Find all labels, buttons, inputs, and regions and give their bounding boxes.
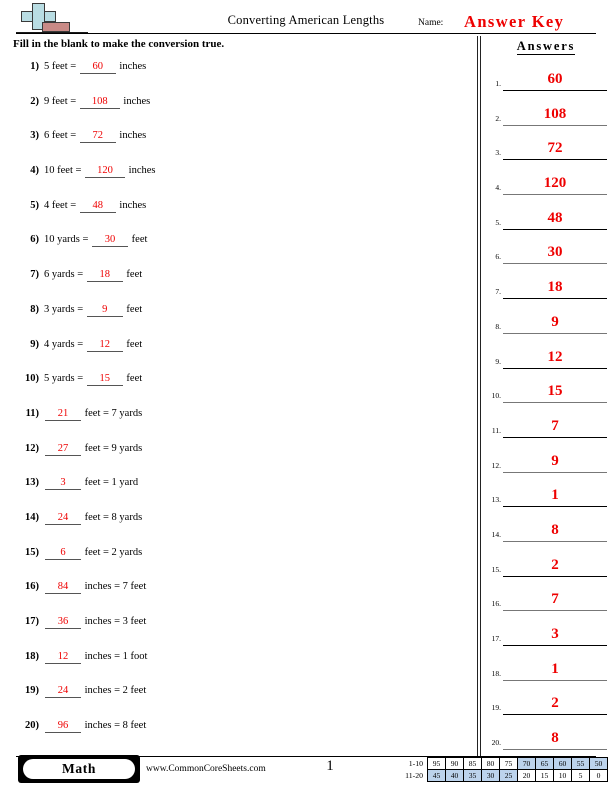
answer-blank[interactable]: 30 (92, 234, 128, 247)
answer-row (484, 306, 610, 341)
answer-blank[interactable]: 60 (80, 61, 116, 74)
answer-value[interactable]: 12 (503, 347, 607, 369)
problem-expression (44, 512, 142, 525)
answer-row (484, 98, 610, 133)
answer-value[interactable]: 60 (503, 69, 607, 91)
answer-row (484, 341, 610, 376)
problem-suffix: feet (123, 338, 143, 350)
answers-column-heading (484, 39, 608, 54)
problem-expression (44, 685, 146, 698)
answer-blank[interactable]: 96 (45, 720, 81, 733)
answer-blank[interactable]: 12 (87, 339, 123, 352)
problem-prefix: 4 yards = (44, 338, 86, 350)
answer-blank[interactable]: 120 (85, 165, 125, 178)
problem-item (0, 58, 470, 93)
score-grid-cell: 20 (518, 770, 536, 782)
answer-row (484, 549, 610, 584)
problem-number: 5) (30, 199, 39, 211)
problem-number: 6) (30, 234, 39, 246)
problem-item (0, 613, 470, 648)
score-grid-cell: 10 (554, 770, 572, 782)
problem-expression (44, 443, 142, 456)
answer-value[interactable]: 108 (503, 104, 607, 126)
answer-value[interactable]: 48 (503, 208, 607, 230)
answer-blank[interactable]: 12 (45, 651, 81, 664)
answer-row-number: 12. (491, 460, 501, 470)
score-grid-cell: 5 (572, 770, 590, 782)
score-grid-cell: 25 (500, 770, 518, 782)
answer-blank[interactable]: 84 (45, 581, 81, 594)
site-url: www.CommonCoreSheets.com (146, 764, 266, 774)
problem-number: 14) (25, 511, 39, 523)
problem-prefix: 5 yards = (44, 373, 86, 385)
answer-blank[interactable]: 36 (45, 616, 81, 629)
answer-blank[interactable]: 15 (87, 373, 123, 386)
answer-row-number: 18. (491, 668, 501, 678)
answer-row-number: 10. (491, 391, 501, 401)
score-grid-cell: 55 (572, 758, 590, 770)
score-grid-row-label: 11-20 (405, 771, 423, 780)
problem-expression (44, 165, 155, 178)
answer-value[interactable]: 2 (503, 693, 607, 715)
answer-value[interactable]: 2 (503, 555, 607, 577)
problem-expression (44, 96, 150, 109)
problem-prefix: 9 feet = (44, 95, 79, 107)
answers-list (484, 63, 610, 757)
problem-item (0, 405, 470, 440)
answer-blank[interactable]: 48 (80, 200, 116, 213)
problem-item (0, 162, 470, 197)
problem-expression (44, 269, 142, 282)
answer-value[interactable]: 120 (503, 173, 607, 195)
answer-blank[interactable]: 27 (45, 443, 81, 456)
answer-value[interactable]: 9 (503, 312, 607, 334)
problem-suffix: inches (116, 199, 147, 211)
problem-expression (44, 61, 146, 74)
problem-number: 8) (30, 303, 39, 315)
problem-expression (44, 339, 142, 352)
answer-blank[interactable]: 6 (45, 547, 81, 560)
problem-expression (44, 234, 147, 247)
subject-badge (18, 755, 140, 783)
answers-column-divider (477, 36, 481, 758)
problem-list (0, 58, 470, 752)
score-grid-cell: 45 (428, 770, 446, 782)
problem-number: 11) (25, 407, 39, 419)
answer-row (484, 63, 610, 98)
score-grid-cell: 70 (518, 758, 536, 770)
score-grid-cell: 40 (446, 770, 464, 782)
problem-number: 9) (30, 338, 39, 350)
problem-item (0, 544, 470, 579)
problem-item (0, 682, 470, 717)
answer-row-number: 17. (491, 634, 501, 643)
answer-key-badge: Answer Key (464, 12, 565, 31)
answer-row (484, 653, 610, 688)
score-grid-cell: 75 (500, 758, 518, 770)
problem-prefix: 4 feet = (44, 199, 79, 211)
problem-suffix: inches = 2 feet (82, 685, 147, 697)
answer-row (484, 722, 610, 757)
page-title: Converting American Lengths (227, 13, 385, 27)
problem-item (0, 127, 470, 162)
problem-number: 10) (25, 373, 39, 385)
score-grid-cell: 30 (482, 770, 500, 782)
answer-row (484, 410, 610, 445)
answer-row-number: 4. (495, 183, 501, 193)
problem-expression (44, 130, 146, 143)
problem-suffix: feet (123, 303, 143, 315)
problem-number: 19) (25, 685, 39, 697)
problem-suffix: feet = 2 yards (82, 546, 143, 558)
answer-value[interactable]: 8 (503, 728, 607, 750)
score-grid-cell: 80 (482, 758, 500, 770)
answer-row (484, 479, 610, 514)
answer-row (484, 132, 610, 167)
answer-row (484, 445, 610, 480)
problem-number: 3) (30, 130, 39, 142)
problem-item (0, 231, 470, 266)
answer-value[interactable]: 7 (503, 416, 607, 438)
problem-suffix: feet (123, 269, 143, 281)
problem-expression (44, 581, 146, 594)
problem-item (0, 648, 470, 683)
problem-number: 2) (30, 95, 39, 107)
header-divider-rule (16, 33, 596, 34)
answer-value[interactable]: 1 (503, 659, 607, 681)
problem-suffix: inches (116, 61, 147, 72)
score-grid-cell: 50 (590, 758, 608, 770)
score-grid-cell: 95 (428, 758, 446, 770)
answer-row-number: 9. (495, 356, 501, 366)
answer-blank[interactable]: 9 (87, 304, 123, 317)
page-number: 1 (326, 758, 334, 774)
answer-row (484, 167, 610, 202)
answer-value[interactable]: 8 (503, 520, 607, 542)
problem-number: 16) (25, 581, 39, 593)
answer-row-number: 2. (495, 113, 501, 123)
answer-row (484, 514, 610, 549)
problem-expression (44, 373, 142, 386)
problem-suffix: inches = 1 foot (82, 650, 148, 662)
answer-value[interactable]: 30 (503, 242, 607, 264)
instruction-text: Fill in the blank to make the conversion true. (13, 38, 225, 50)
problem-number: 4) (30, 165, 39, 177)
score-grid-row-label: 1-10 (408, 759, 423, 768)
answer-row (484, 687, 610, 722)
page-header (0, 0, 612, 36)
score-grid-row (397, 770, 608, 782)
problem-suffix: feet = 8 yards (82, 511, 143, 523)
problem-number: 13) (25, 477, 39, 489)
answer-row-number: 3. (495, 148, 501, 158)
score-grid-cell: 15 (536, 770, 554, 782)
answer-value[interactable]: 7 (503, 589, 607, 611)
problem-item (0, 197, 470, 232)
problem-number: 1) (30, 61, 39, 72)
score-grid-cell: 90 (446, 758, 464, 770)
answer-row (484, 271, 610, 306)
score-grid-cell: 35 (464, 770, 482, 782)
problem-number: 17) (25, 616, 39, 627)
problem-prefix: 5 feet = (44, 61, 79, 72)
problem-suffix: feet (123, 373, 143, 385)
problem-suffix: inches (120, 95, 151, 107)
answer-row-number: 7. (495, 287, 501, 297)
score-grid-row (397, 758, 608, 770)
answer-row (484, 202, 610, 237)
problem-prefix: 10 feet = (44, 165, 85, 177)
problem-prefix: 6 feet = (44, 130, 79, 142)
answer-blank[interactable]: 72 (80, 130, 116, 143)
answer-row (484, 618, 610, 653)
problem-expression (44, 720, 146, 733)
answer-row-number: 14. (491, 529, 501, 539)
answer-row-number: 19. (491, 703, 501, 713)
problem-item (0, 336, 470, 371)
problem-item (0, 717, 470, 752)
answer-value[interactable]: 15 (503, 381, 607, 403)
answer-blank[interactable]: 3 (45, 477, 81, 490)
answer-value[interactable]: 72 (503, 138, 607, 160)
problem-number: 7) (30, 269, 39, 281)
problem-suffix: feet = 9 yards (82, 442, 143, 454)
problem-prefix: 6 yards = (44, 269, 86, 281)
problem-number: 18) (25, 650, 39, 662)
problem-expression (44, 304, 142, 317)
answer-row-number: 8. (495, 321, 501, 331)
problem-item (0, 266, 470, 301)
answer-blank[interactable]: 18 (87, 269, 123, 282)
problem-suffix: inches (116, 130, 147, 142)
problem-item (0, 509, 470, 544)
answer-blank[interactable]: 24 (45, 512, 81, 525)
answer-row (484, 236, 610, 271)
problem-suffix: feet (129, 234, 148, 246)
score-grid-cell: 65 (536, 758, 554, 770)
answer-row-number: 6. (495, 252, 501, 262)
problem-suffix: inches (126, 165, 156, 177)
problem-expression (44, 651, 147, 664)
answer-row-number: 15. (491, 564, 501, 574)
answer-value[interactable]: 18 (503, 277, 607, 299)
problem-suffix: inches = 8 feet (82, 720, 147, 732)
problem-item (0, 370, 470, 405)
answer-row-number: 5. (495, 217, 501, 227)
problem-number: 20) (25, 720, 39, 732)
problem-prefix: 10 yards = (44, 234, 92, 246)
name-label: Name: (418, 18, 444, 28)
problem-expression (44, 547, 142, 560)
answer-value[interactable]: 1 (503, 485, 607, 507)
answer-value[interactable]: 3 (503, 624, 607, 646)
problem-suffix: feet = 1 yard (82, 477, 139, 489)
score-grid-body (397, 758, 608, 782)
score-grid-cell: 0 (590, 770, 608, 782)
problem-item (0, 93, 470, 128)
answer-blank[interactable]: 24 (45, 685, 81, 698)
score-grid-cell: 85 (464, 758, 482, 770)
score-conversion-grid (397, 757, 608, 782)
problem-number: 15) (25, 546, 39, 558)
subject-badge-label: Math (23, 759, 135, 779)
answer-row (484, 583, 610, 618)
answer-row-number: 13. (491, 495, 501, 505)
answer-blank[interactable]: 108 (80, 96, 120, 109)
problem-number: 12) (25, 442, 39, 454)
problem-item (0, 578, 470, 613)
answer-value[interactable]: 9 (503, 451, 607, 473)
problem-item (0, 440, 470, 475)
answer-row-number: 20. (491, 738, 501, 748)
problem-suffix: feet = 7 yards (82, 407, 143, 419)
problem-suffix: inches = 7 feet (82, 581, 147, 593)
problem-expression (44, 616, 146, 629)
answers-heading-text: Answers (516, 39, 576, 53)
answer-row-number: 1. (495, 79, 501, 88)
answer-row (484, 375, 610, 410)
problem-expression (44, 200, 146, 213)
answer-blank[interactable]: 21 (45, 408, 81, 421)
problem-item (0, 301, 470, 336)
answer-row-number: 11. (491, 425, 501, 435)
problem-expression (44, 477, 138, 490)
problem-item (0, 474, 470, 509)
problem-expression (44, 408, 142, 421)
answer-row-number: 16. (491, 599, 501, 609)
problem-prefix: 3 yards = (44, 303, 86, 315)
problem-suffix: inches = 3 feet (82, 616, 147, 627)
score-grid-cell: 60 (554, 758, 572, 770)
